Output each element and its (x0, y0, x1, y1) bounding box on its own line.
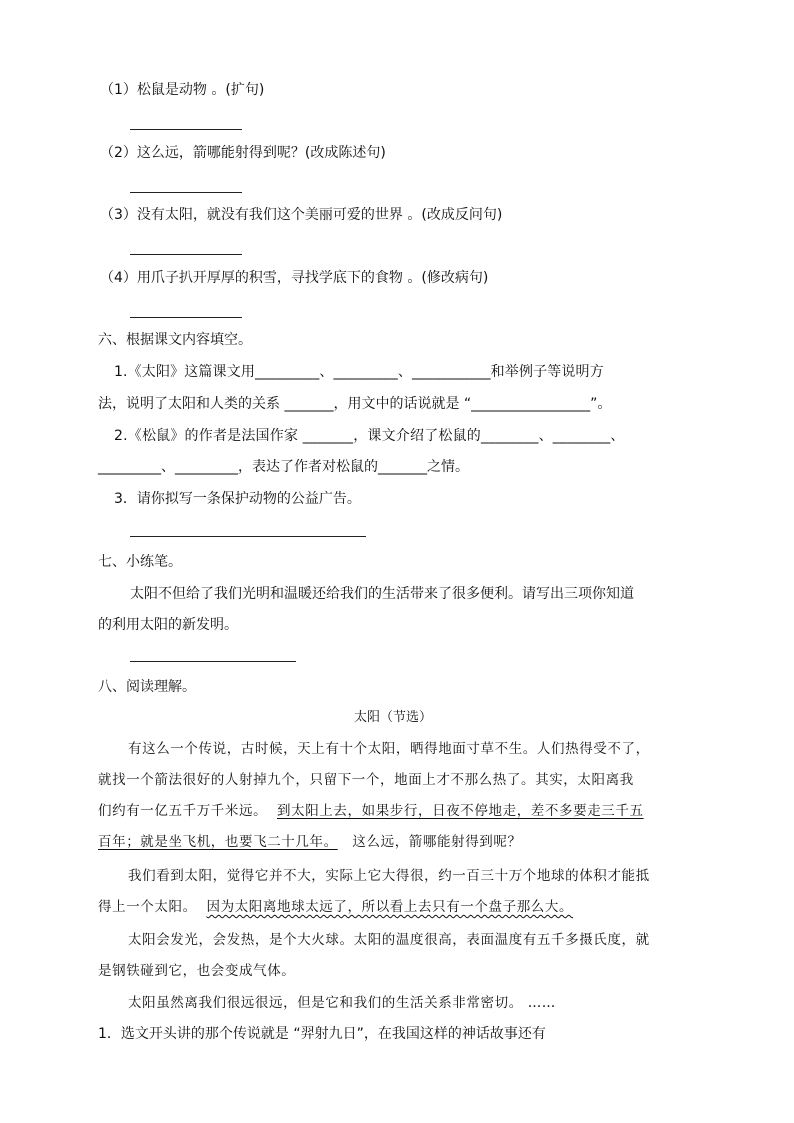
practice-answer-blank[interactable] (130, 661, 296, 662)
sentence-item-1: （1）松鼠是动物 。(扩句) (100, 82, 265, 98)
passage-p1-line-4 (98, 832, 522, 852)
section-8-heading: 八、阅读理解。 (98, 679, 196, 695)
sentence-item-4: （4）用爪子扒开厚厚的积雪，寻找学底下的食物 。(修改病句) (100, 270, 489, 286)
answer-blank-3[interactable] (130, 254, 242, 255)
passage-text: 得上一个太阳。 (98, 899, 197, 915)
answer-blank-1[interactable] (130, 129, 242, 130)
fill-question-3: 3．请你拟写一条保护动物的公益广告。 (114, 491, 361, 507)
reading-question-1: 1．选文开头讲的那个传说就是 “羿射九日”，在我国这样的神话故事还有 (98, 1026, 546, 1042)
passage-p2-line-1: 我们看到太阳，觉得它并不大，实际上它大得很，约一百三十万个地球的体积才能抵 (128, 868, 650, 884)
fill-question-2-line-1: 2.《松鼠》的作者是法国作家 _______，课文介绍了松鼠的________、________、 (114, 428, 625, 444)
passage-p3-line-2: 是钢铁碰到它，也会变成气体。 (98, 963, 296, 979)
passage-text: 这么远，箭哪能射得到呢？ (352, 834, 522, 850)
underlined-sentence: 到太阳上去，如果步行，日夜不停地走，差不多要走三千五 (277, 803, 644, 819)
passage-p1-line-3 (98, 801, 644, 821)
fill-question-1-line-2: 法，说明了太阳和人类的关系 _______，用文中的话说就是 “_________________”。 (98, 396, 612, 412)
answer-blank-2[interactable] (130, 192, 242, 193)
fill-question-2-line-2: _________、_________，表达了作者对松鼠的_______之情。 (98, 459, 469, 475)
passage-p1-line-1: 有这么一个传说，古时候，天上有十个太阳，晒得地面寸草不生。人们热得受不了， (128, 741, 650, 757)
passage-title: 太阳（节选） (354, 710, 433, 725)
wavy-underlined-sentence: 因为太阳离地球太远了，所以看上去只有一个盘子那么大。 (206, 899, 574, 915)
section-6-heading: 六、根据课文内容填空。 (98, 332, 252, 348)
answer-blank-4[interactable] (130, 317, 242, 318)
underlined-sentence-end: 百年；就是坐飞机，也要飞二十几年。 (98, 834, 338, 850)
sentence-item-2: （2）这么远，箭哪能射得到呢？(改成陈述句) (100, 145, 386, 161)
passage-p4: 太阳虽然离我们很远很远，但是它和我们的生活关系非常密切。 …… (128, 995, 556, 1011)
practice-prompt-line-2: 的利用太阳的新发明。 (98, 617, 238, 633)
fill-question-1-line-1: 1.《太阳》这篇课文用_________、_________、___________和举例子等说明方 (114, 364, 604, 380)
ad-answer-blank[interactable] (130, 536, 366, 537)
passage-p2-line-2 (98, 897, 573, 917)
passage-p3-line-1: 太阳会发光，会发热，是个大火球。太阳的温度很高，表面温度有五千多摄氏度，就 (128, 932, 650, 948)
section-7-heading: 七、小练笔。 (98, 554, 182, 570)
sentence-item-3: （3）没有太阳，就没有我们这个美丽可爱的世界 。(改成反问句) (100, 207, 503, 223)
passage-p1-line-2: 就找一个箭法很好的人射掉九个，只留下一个，地面上才不那么热了。其实，太阳离我 (98, 772, 634, 788)
passage-text: 们约有一亿五千万千米远。 (98, 803, 268, 819)
practice-prompt-line-1: 太阳不但给了我们光明和温暖还给我们的生活带来了很多便利。请写出三项你知道 (130, 586, 634, 602)
